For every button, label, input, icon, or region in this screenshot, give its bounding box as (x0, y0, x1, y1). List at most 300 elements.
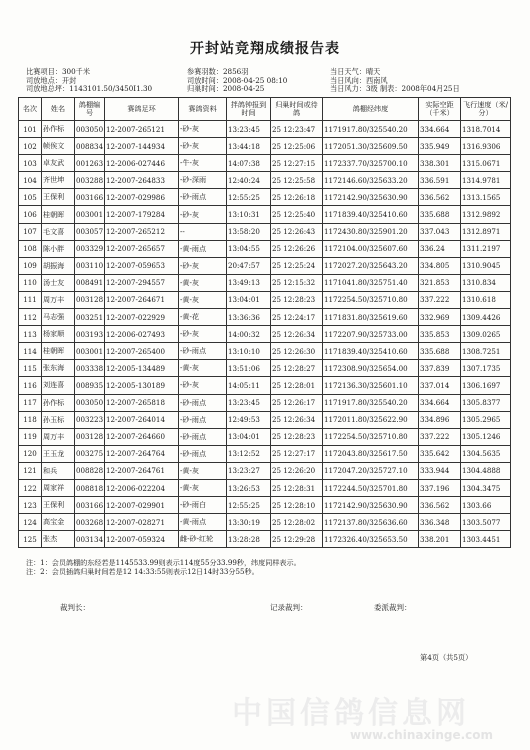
cell-ring: 12-2006-027493 (105, 326, 179, 343)
cell-rank: 120 (19, 445, 42, 462)
table-row (19, 206, 511, 223)
cell-rank: 116 (19, 377, 42, 394)
cell-clock-time: 13:23:45 (227, 394, 271, 411)
cell-ring: 12-2007-022929 (105, 309, 179, 326)
cell-distance: 335.949 (419, 138, 461, 155)
meta-right (330, 68, 460, 94)
cell-loft-id: 003288 (75, 172, 105, 189)
cell-bird-info: -砂-雨点 (179, 394, 227, 411)
cell-rank: 122 (19, 479, 42, 496)
cell-distance: 333.944 (419, 462, 461, 479)
cell-clock-time: 13:49:13 (227, 274, 271, 291)
cell-rank: 113 (19, 326, 42, 343)
cell-arrival: 25 12:26:34 (271, 326, 323, 343)
cell-ring: 12-2007-264833 (105, 172, 179, 189)
entry-count: 参赛羽数：2856羽 (187, 67, 249, 76)
cell-ring: 12-2007-264761 (105, 462, 179, 479)
col-name: 姓名 (42, 98, 75, 121)
cell-bird-info: -砂-灰 (179, 326, 227, 343)
cell-speed: 1314.9781 (461, 172, 511, 189)
table-row (19, 326, 511, 343)
table-row (19, 309, 511, 326)
cell-ring: 12-2005-130189 (105, 377, 179, 394)
cell-loft-id: 003275 (75, 445, 105, 462)
cell-ring: 12-2007-264660 (105, 428, 179, 445)
cell-arrival: 25 12:27:17 (271, 445, 323, 462)
cell-name: 高宝金 (42, 514, 75, 531)
cell-arrival: 25 12:24:17 (271, 309, 323, 326)
cell-speed: 1310.834 (461, 274, 511, 291)
cell-speed: 1305.8377 (461, 394, 511, 411)
table-row (19, 479, 511, 496)
cell-ring: 12-2005-134489 (105, 360, 179, 377)
cell-clock-time: 13:44:18 (227, 138, 271, 155)
cell-distance: 336.562 (419, 497, 461, 514)
cell-name: 齐世坤 (42, 172, 75, 189)
cell-arrival: 25 12:26:34 (271, 411, 323, 428)
table-row (19, 360, 511, 377)
cell-name: 帧俟文 (42, 138, 75, 155)
cell-ring: 12-2006-027446 (105, 155, 179, 172)
cell-name: 周家祥 (42, 479, 75, 496)
cell-rank: 123 (19, 497, 42, 514)
cell-name: 王保利 (42, 497, 75, 514)
cell-rank: 124 (19, 514, 42, 531)
cell-ring: 12-2007-029986 (105, 189, 179, 206)
table-row (19, 411, 511, 428)
cell-ring: 12-2007-028271 (105, 514, 179, 531)
cell-bird-info: -砂-灰 (179, 206, 227, 223)
cell-bird-info: -黄-雨点 (179, 514, 227, 531)
cell-ring: 12-2007-179284 (105, 206, 179, 223)
cell-distance: 335.688 (419, 343, 461, 360)
cell-name: 王玉龙 (42, 445, 75, 462)
cell-rank: 106 (19, 206, 42, 223)
cell-coords: 1172254.50/325710.80 (323, 291, 419, 308)
cell-bird-info: -黄-雨点 (179, 240, 227, 257)
table-row (19, 497, 511, 514)
cell-coords: 1171917.80/325540.20 (323, 121, 419, 138)
cell-clock-time: 13:36:36 (227, 309, 271, 326)
cell-name: 和兵 (42, 462, 75, 479)
cell-distance: 335.688 (419, 206, 461, 223)
cell-rank: 104 (19, 172, 42, 189)
cell-rank: 118 (19, 411, 42, 428)
cell-speed: 1303.4451 (461, 531, 511, 548)
cell-ring: 12-2007-059653 (105, 257, 179, 274)
cell-ring: 12-2007-264764 (105, 445, 179, 462)
results-table (18, 97, 511, 548)
cell-clock-time: 13:28:28 (227, 531, 271, 548)
table-header-row (19, 98, 511, 121)
cell-loft-id: 003001 (75, 343, 105, 360)
cell-bird-info: -黄-灰 (179, 291, 227, 308)
table-row (19, 121, 511, 138)
cell-coords: 1172136.30/325601.10 (323, 377, 419, 394)
cell-name: 桂朝晖 (42, 343, 75, 360)
cell-loft-id: 003166 (75, 497, 105, 514)
cell-rank: 117 (19, 394, 42, 411)
cell-bird-info: -砂-雨白 (179, 497, 227, 514)
cell-loft-id: 008828 (75, 462, 105, 479)
table-row (19, 172, 511, 189)
cell-coords: 1172146.60/325633.20 (323, 172, 419, 189)
watermark-cn: 中国信鸽信息网 (232, 696, 470, 731)
cell-ring: 12-2007-265121 (105, 121, 179, 138)
cell-rank: 110 (19, 274, 42, 291)
cell-loft-id: 003001 (75, 206, 105, 223)
cell-speed: 1318.7014 (461, 121, 511, 138)
cell-arrival: 25 12:26:30 (271, 343, 323, 360)
cell-rank: 102 (19, 138, 42, 155)
cell-coords: 1172326.40/325653.50 (323, 531, 419, 548)
cell-speed: 1313.1565 (461, 189, 511, 206)
cell-loft-id: 003050 (75, 394, 105, 411)
cell-rank: 103 (19, 155, 42, 172)
table-row (19, 514, 511, 531)
cell-coords: 1172142.90/325630.90 (323, 189, 419, 206)
cell-name: 马志强 (42, 309, 75, 326)
cell-bird-info: -黄-花 (179, 309, 227, 326)
table-row (19, 291, 511, 308)
cell-loft-id: 003223 (75, 411, 105, 428)
race-item: 比赛项目：300千米 (26, 67, 91, 76)
cell-clock-time: 20:47:57 (227, 257, 271, 274)
cell-coords: 1171839.40/325410.60 (323, 343, 419, 360)
cell-clock-time: 13:10:31 (227, 206, 271, 223)
cell-rank: 115 (19, 360, 42, 377)
table-row (19, 138, 511, 155)
cell-speed: 1316.9306 (461, 138, 511, 155)
wind-force-and-date: 当日风力：3级 制表：2008年04月25日 (330, 84, 460, 94)
cell-clock-time: 13:58:20 (227, 223, 271, 240)
col-arrival: 归巢时间或待鸽 (271, 98, 323, 121)
cell-loft-id: 003050 (75, 121, 105, 138)
cell-distance: 335.642 (419, 445, 461, 462)
referee-chief-label: 裁判长： (60, 603, 90, 612)
cell-coords: 1172207.90/325733.00 (323, 326, 419, 343)
table-row (19, 274, 511, 291)
cell-loft-id: 003128 (75, 291, 105, 308)
return-date: 归巢时间：2008-04-25 (187, 84, 265, 94)
cell-bird-info: -砂-灰 (179, 121, 227, 138)
cell-bird-info: -砂-深雨 (179, 172, 227, 189)
cell-distance: 337.222 (419, 291, 461, 308)
note-1: 注：1：会员鸽棚的东经若是1145533.99则表示114度55分33.99秒，纬度同样表示。 (26, 558, 301, 567)
cell-rank: 114 (19, 343, 42, 360)
cell-coords: 1172051.30/325609.50 (323, 138, 419, 155)
cell-clock-time: 13:04:55 (227, 240, 271, 257)
cell-name: 陈小胖 (42, 240, 75, 257)
table-row (19, 377, 511, 394)
cell-name: 杨家顺 (42, 326, 75, 343)
cell-name: 刘连喜 (42, 377, 75, 394)
cell-clock-time: 14:00:32 (227, 326, 271, 343)
cell-coords: 1171041.80/325751.40 (323, 274, 419, 291)
cell-loft-id: 001263 (75, 155, 105, 172)
cell-distance: 334.896 (419, 411, 461, 428)
cell-coords: 1172308.90/325654.00 (323, 360, 419, 377)
table-row (19, 155, 511, 172)
cell-clock-time: 13:04:01 (227, 291, 271, 308)
cell-rank: 121 (19, 462, 42, 479)
cell-name: 孙玉标 (42, 411, 75, 428)
cell-name: 张杰 (42, 531, 75, 548)
cell-clock-time: 13:23:27 (227, 462, 271, 479)
cell-loft-id: 003268 (75, 514, 105, 531)
cell-distance: 334.805 (419, 257, 461, 274)
cell-distance: 336.591 (419, 172, 461, 189)
cell-name: 王保利 (42, 189, 75, 206)
cell-clock-time: 13:04:01 (227, 428, 271, 445)
notes (26, 558, 301, 576)
cell-arrival: 25 12:26:17 (271, 394, 323, 411)
cell-loft-id: 008491 (75, 274, 105, 291)
cell-loft-id: 003251 (75, 309, 105, 326)
cell-rank: 109 (19, 257, 42, 274)
cell-coords: 1171831.80/325619.60 (323, 309, 419, 326)
cell-name: 卓友武 (42, 155, 75, 172)
cell-rank: 111 (19, 291, 42, 308)
cell-clock-time: 13:23:45 (227, 121, 271, 138)
cell-coords: 1172430.80/325901.20 (323, 223, 419, 240)
cell-loft-id: 003128 (75, 428, 105, 445)
cell-name: 桂朝晖 (42, 206, 75, 223)
cell-distance: 336.24 (419, 240, 461, 257)
cell-bird-info: -- (179, 223, 227, 240)
cell-bird-info: -黄-灰 (179, 462, 227, 479)
cell-ring: 12-2007-059324 (105, 531, 179, 548)
cell-speed: 1305.1246 (461, 428, 511, 445)
cell-bird-info: -砂-雨点 (179, 445, 227, 462)
cell-bird-info: -黄-灰 (179, 274, 227, 291)
cell-arrival: 25 12:23:47 (271, 121, 323, 138)
cell-bird-info: -黄-灰 (179, 360, 227, 377)
col-coords: 鸽棚经纬度 (323, 98, 419, 121)
cell-loft-id: 003329 (75, 240, 105, 257)
cell-speed: 1311.2197 (461, 240, 511, 257)
cell-clock-time: 13:26:53 (227, 479, 271, 496)
release-time: 司放时间：2008-04-25 08:10 (187, 75, 288, 85)
table-row (19, 240, 511, 257)
cell-arrival: 25 12:28:10 (271, 497, 323, 514)
cell-loft-id: 003338 (75, 360, 105, 377)
cell-name: 周万丰 (42, 428, 75, 445)
cell-bird-info: -砂-雨点 (179, 428, 227, 445)
cell-bird-info: -黄-灰 (179, 479, 227, 496)
cell-speed: 1304.5635 (461, 445, 511, 462)
cell-clock-time: 13:51:06 (227, 360, 271, 377)
cell-coords: 1172244.50/325701.80 (323, 479, 419, 496)
cell-speed: 1304.3475 (461, 479, 511, 496)
table-row (19, 223, 511, 240)
release-coordinates: 司放地总坪：1143101.50/3450I1.30 (26, 84, 153, 94)
cell-distance: 336.348 (419, 514, 461, 531)
cell-arrival: 25 12:25:06 (271, 138, 323, 155)
cell-clock-time: 14:07:38 (227, 155, 271, 172)
report-title: 开封站竞翔成绩报告表 (190, 41, 340, 57)
cell-arrival: 25 12:26:20 (271, 462, 323, 479)
cell-speed: 1312.9892 (461, 206, 511, 223)
cell-bird-info: -砂-雨点 (179, 189, 227, 206)
cell-ring: 12-2007-265400 (105, 343, 179, 360)
cell-name: 胡振海 (42, 257, 75, 274)
cell-ring: 12-2007-144934 (105, 138, 179, 155)
cell-clock-time: 14:05:11 (227, 377, 271, 394)
cell-arrival: 25 12:29:28 (271, 531, 323, 548)
cell-arrival: 25 12:27:15 (271, 155, 323, 172)
cell-name: 张东海 (42, 360, 75, 377)
cell-speed: 1310.9045 (461, 257, 511, 274)
cell-loft-id: 003193 (75, 326, 105, 343)
cell-arrival: 25 12:26:18 (271, 189, 323, 206)
cell-loft-id: 008935 (75, 377, 105, 394)
cell-distance: 338.301 (419, 155, 461, 172)
cell-coords: 1172104.00/325607.60 (323, 240, 419, 257)
cell-distance: 337.014 (419, 377, 461, 394)
wind-direction: 当日风向：西南风 (330, 75, 388, 85)
table-row (19, 343, 511, 360)
cell-speed: 1305.2965 (461, 411, 511, 428)
cell-loft-id: 008818 (75, 479, 105, 496)
cell-bird-info: -牛-灰 (179, 155, 227, 172)
cell-clock-time: 13:30:19 (227, 514, 271, 531)
cell-rank: 119 (19, 428, 42, 445)
cell-name: 汤士友 (42, 274, 75, 291)
cell-rank: 108 (19, 240, 42, 257)
cell-arrival: 25 12:28:31 (271, 479, 323, 496)
cell-loft-id: 003057 (75, 223, 105, 240)
cell-distance: 337.222 (419, 428, 461, 445)
cell-distance: 334.664 (419, 394, 461, 411)
referee-record-label: 记录裁判： (270, 603, 308, 612)
cell-distance: 337.043 (419, 223, 461, 240)
cell-rank: 125 (19, 531, 42, 548)
cell-distance: 321.853 (419, 274, 461, 291)
cell-coords: 1172137.80/325636.60 (323, 514, 419, 531)
cell-distance: 336.562 (419, 189, 461, 206)
cell-bird-info: -砂-雨点 (179, 411, 227, 428)
cell-speed: 1308.7251 (461, 343, 511, 360)
table-row (19, 531, 511, 548)
meta-mid (187, 68, 287, 94)
cell-name: 孙作标 (42, 121, 75, 138)
cell-distance: 338.201 (419, 531, 461, 548)
cell-distance: 337.839 (419, 360, 461, 377)
cell-rank: 105 (19, 189, 42, 206)
table-row (19, 189, 511, 206)
cell-rank: 112 (19, 309, 42, 326)
cell-clock-time: 12:55:25 (227, 189, 271, 206)
cell-bird-info: -砂-雨点 (179, 343, 227, 360)
col-ring: 赛鸽足环 (105, 98, 179, 121)
col-loft-id: 鸽棚编号 (75, 98, 105, 121)
cell-bird-info: 雌-砂-红轮 (179, 531, 227, 548)
cell-ring: 12-2007-029901 (105, 497, 179, 514)
note-2: 注：2：会员插鸽归巢时间若是12 14:33:55则表示12日14时33分55秒。 (26, 567, 259, 576)
watermark-en: www.chinaxinge.com (350, 728, 494, 742)
cell-coords: 1172337.70/325700.10 (323, 155, 419, 172)
cell-clock-time: 12:40:24 (227, 172, 271, 189)
col-speed: 飞行速度（米/分） (461, 98, 511, 121)
cell-arrival: 25 12:28:02 (271, 514, 323, 531)
release-location: 司放地点：开封 (26, 75, 77, 85)
cell-coords: 1172043.80/325617.50 (323, 445, 419, 462)
cell-speed: 1310.618 (461, 291, 511, 308)
cell-rank: 107 (19, 223, 42, 240)
cell-ring: 12-2007-265657 (105, 240, 179, 257)
cell-speed: 1306.1697 (461, 377, 511, 394)
cell-coords: 1172011.80/325622.90 (323, 411, 419, 428)
cell-distance: 335.853 (419, 326, 461, 343)
cell-ring: 12-2007-265818 (105, 394, 179, 411)
weather: 当日天气：晴天 (330, 67, 381, 76)
cell-coords: 1172254.50/325710.80 (323, 428, 419, 445)
cell-coords: 1172027.20/325643.20 (323, 257, 419, 274)
table-row (19, 257, 511, 274)
cell-bird-info: -砂-灰 (179, 138, 227, 155)
table-row (19, 445, 511, 462)
cell-distance: 337.196 (419, 479, 461, 496)
cell-speed: 1309.4426 (461, 309, 511, 326)
meta-left (26, 68, 152, 94)
cell-ring: 12-2007-264014 (105, 411, 179, 428)
cell-clock-time: 12:49:53 (227, 411, 271, 428)
cell-ring: 12-2007-264671 (105, 291, 179, 308)
cell-arrival: 25 12:26:26 (271, 240, 323, 257)
cell-distance: 332.969 (419, 309, 461, 326)
cell-ring: 12-2007-265212 (105, 223, 179, 240)
cell-coords: 1172047.20/325727.10 (323, 462, 419, 479)
cell-coords: 1171917.80/325540.20 (323, 394, 419, 411)
col-rank: 名次 (19, 98, 42, 121)
cell-arrival: 25 12:28:23 (271, 291, 323, 308)
cell-rank: 101 (19, 121, 42, 138)
table-row (19, 428, 511, 445)
cell-arrival: 25 12:28:27 (271, 360, 323, 377)
cell-speed: 1307.1735 (461, 360, 511, 377)
cell-speed: 1315.0671 (461, 155, 511, 172)
col-clock-time: 拌鸽钟报到时间 (227, 98, 271, 121)
cell-speed: 1304.4888 (461, 462, 511, 479)
cell-arrival: 25 12:25:24 (271, 257, 323, 274)
cell-bird-info: -砂-灰 (179, 377, 227, 394)
cell-clock-time: 13:10:10 (227, 343, 271, 360)
table-row (19, 462, 511, 479)
cell-coords: 1172142.90/325630.90 (323, 497, 419, 514)
cell-loft-id: 003110 (75, 257, 105, 274)
cell-name: 毛文喜 (42, 223, 75, 240)
cell-ring: 12-2006-022204 (105, 479, 179, 496)
cell-speed: 1303.66 (461, 497, 511, 514)
cell-arrival: 25 12:15:32 (271, 274, 323, 291)
cell-speed: 1312.8971 (461, 223, 511, 240)
col-bird-info: 赛鸽资料 (179, 98, 227, 121)
cell-loft-id: 003166 (75, 189, 105, 206)
table-row (19, 394, 511, 411)
referee-assigned-label: 委派裁判： (374, 603, 412, 612)
cell-speed: 1303.5077 (461, 514, 511, 531)
cell-bird-info: -砂-灰 (179, 257, 227, 274)
cell-ring: 12-2007-294557 (105, 274, 179, 291)
page-number: 第4页（共5页） (420, 653, 473, 662)
cell-arrival: 25 12:28:01 (271, 377, 323, 394)
cell-name: 周万丰 (42, 291, 75, 308)
cell-loft-id: 003134 (75, 531, 105, 548)
cell-arrival: 25 12:28:23 (271, 428, 323, 445)
cell-name: 孙作标 (42, 394, 75, 411)
cell-arrival: 25 12:26:43 (271, 223, 323, 240)
